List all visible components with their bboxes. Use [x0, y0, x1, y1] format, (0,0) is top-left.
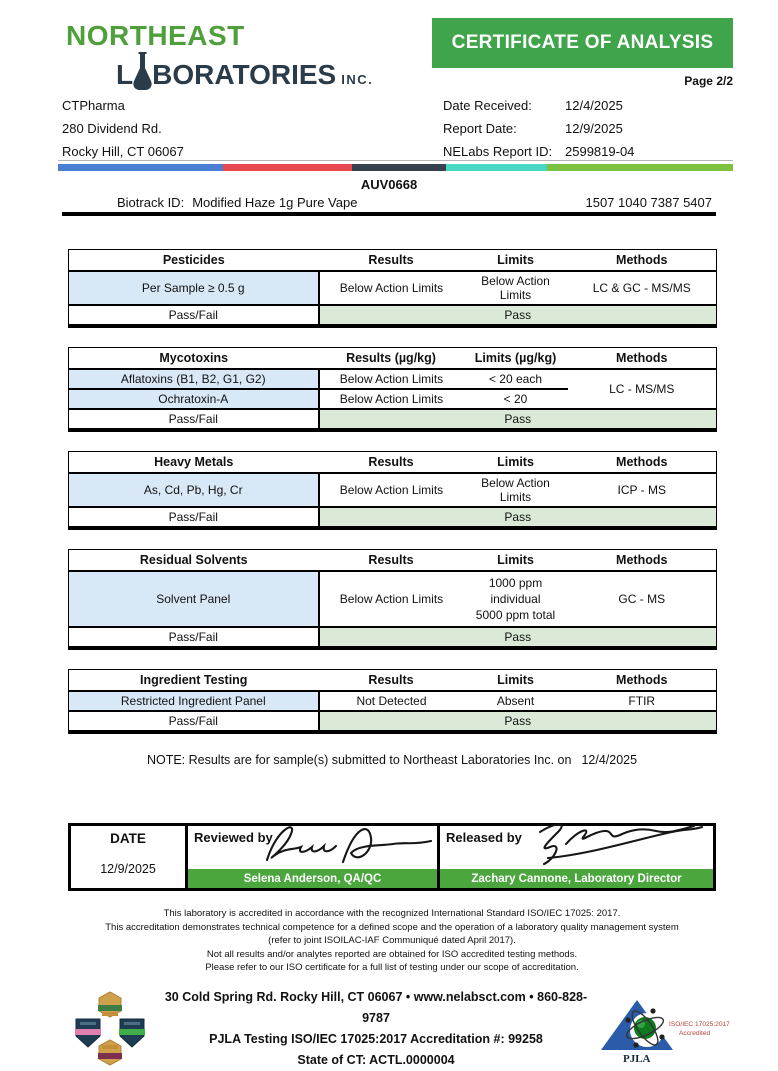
limit-cell: Below Action Limits — [464, 473, 568, 507]
table-row — [69, 369, 717, 389]
column-header: Methods — [568, 348, 717, 370]
report-info-label: Date Received: — [443, 98, 532, 113]
releaser-signature — [522, 814, 707, 870]
logo-line2 — [116, 52, 373, 90]
column-header: Results — [319, 670, 464, 692]
accreditation-line: Not all results and/or analytes reported are obtained for ISO accredited testing methods. — [206, 948, 578, 960]
passfail-label: Pass/Fail — [69, 627, 319, 648]
column-header: Methods — [568, 250, 717, 272]
biotrack-label: Biotrack ID: — [117, 195, 185, 210]
limit-cell: Absent — [464, 691, 568, 711]
bar-segment-navy — [352, 164, 447, 171]
result-cell: Below Action Limits — [319, 389, 464, 409]
table-row — [69, 571, 717, 627]
logo-line1: NORTHEAST — [66, 20, 245, 51]
table-header-row — [69, 550, 717, 572]
passfail-row — [69, 627, 717, 648]
signoff-date-cell — [71, 826, 188, 888]
column-header: Limits (µg/kg) — [464, 348, 568, 370]
pjla-cert-text: ISO/IEC 17025:2017 — [669, 1020, 730, 1028]
column-header: Pesticides — [69, 250, 319, 272]
bar-segment-teal — [446, 164, 547, 171]
table-row — [69, 271, 717, 305]
reviewed-by-cell — [188, 826, 440, 888]
signoff-block — [68, 823, 716, 891]
pjla-logo-icon — [594, 992, 730, 1066]
results-section — [62, 249, 730, 1071]
method-cell: FTIR — [568, 691, 717, 711]
bar-segment-green — [547, 164, 733, 171]
column-header: Residual Solvents — [69, 550, 319, 572]
date-value: 12/9/2025 — [100, 862, 156, 876]
result-cell: Below Action Limits — [319, 473, 464, 507]
rainbow-bar — [58, 164, 733, 171]
client-info — [62, 94, 184, 163]
accreditation-line: This laboratory is accredited in accordance with the recognized International Standard ISO/IEC 17025: 2017. — [163, 908, 621, 919]
table-row — [69, 473, 717, 507]
column-header: Limits — [464, 250, 568, 272]
column-header: Results — [319, 550, 464, 572]
badge-top — [98, 992, 122, 1017]
bar-segment-red — [223, 164, 351, 171]
footer-state-line: State of CT: ACTL.0000004 — [297, 1052, 455, 1067]
footer-text — [158, 987, 594, 1071]
table-row — [69, 691, 717, 711]
released-by-name: Zachary Cannone, Laboratory Director — [440, 869, 713, 888]
method-cell: LC - MS/MS — [568, 369, 717, 409]
accreditation-badges-icon — [62, 988, 158, 1070]
table-header-row — [69, 670, 717, 692]
client-address2: Rocky Hill, CT 06067 — [62, 144, 184, 159]
accreditation-line: Please refer to our ISO certificate for a full list of testing under our scope of accreditation. — [205, 962, 579, 973]
analyte-cell: Solvent Panel — [69, 571, 319, 627]
report-info-row — [443, 94, 634, 117]
analyte-cell: Per Sample ≥ 0.5 g — [69, 271, 319, 305]
column-header: Limits — [464, 452, 568, 474]
badge-left — [75, 1019, 101, 1047]
released-by-label: Released by — [446, 830, 522, 845]
reviewed-by-label: Reviewed by — [194, 830, 273, 845]
method-cell: LC & GC - MS/MS — [568, 271, 717, 305]
result-cell: Below Action Limits — [319, 369, 464, 389]
footer-contact-line: 30 Cold Spring Rd. Rocky Hill, CT 06067 • www.nelabsct.com • 860-828-9787 — [164, 989, 588, 1025]
flask-icon — [132, 52, 153, 90]
passfail-label: Pass/Fail — [69, 507, 319, 528]
pass-value: Pass — [319, 507, 717, 528]
released-by-cell — [440, 826, 713, 888]
passfail-row — [69, 711, 717, 732]
report-info-label: Report Date: — [443, 121, 517, 136]
analyte-cell: Restricted Ingredient Panel — [69, 691, 319, 711]
residual-solvents-table — [68, 549, 717, 650]
column-header: Methods — [568, 550, 717, 572]
passfail-label: Pass/Fail — [69, 305, 319, 326]
passfail-label: Pass/Fail — [69, 711, 319, 732]
client-name: CTPharma — [62, 98, 125, 113]
report-info-row — [443, 117, 634, 140]
pjla-accredited-text: Accredited — [679, 1029, 711, 1037]
accreditation-line: (refer to joint ISOILAC-IAF Communiqué dated April 2017). — [268, 935, 516, 946]
passfail-row — [69, 507, 717, 528]
column-header: Results — [319, 452, 464, 474]
table-header-row — [69, 348, 717, 370]
accreditation-line: This accreditation demonstrates technical competence for a defined scope and the operation of a laboratory quality management system — [105, 921, 679, 933]
divider — [58, 160, 733, 161]
certificate-banner: CERTIFICATE OF ANALYSIS — [432, 18, 733, 68]
report-info-label: NELabs Report ID: — [443, 144, 553, 159]
report-info-value: 2599819-04 — [565, 144, 635, 159]
result-cell: Below Action Limits — [319, 271, 464, 305]
report-info-value: 12/9/2025 — [565, 121, 623, 136]
limit-cell: Below Action Limits — [464, 271, 568, 305]
method-cell: GC - MS — [568, 571, 717, 627]
analyte-cell: Aflatoxins (B1, B2, G1, G2) — [69, 369, 319, 389]
result-cell: Not Detected — [319, 691, 464, 711]
northeast-logo — [60, 22, 373, 90]
passfail-row — [69, 409, 717, 430]
limit-cell — [464, 571, 568, 627]
sample-code: AUV0668 — [360, 177, 418, 192]
table-header-row — [69, 452, 717, 474]
column-header: Limits — [464, 670, 568, 692]
page-indicator: Page 2/2 — [684, 74, 733, 88]
column-header: Limits — [464, 550, 568, 572]
passfail-row — [69, 305, 717, 326]
reviewer-signature — [255, 818, 435, 872]
report-info — [443, 94, 634, 163]
badge-right — [119, 1019, 145, 1047]
method-cell: ICP - MS — [568, 473, 717, 507]
logo-letter: L — [116, 59, 134, 90]
column-header: Results — [319, 250, 464, 272]
limit-line: 5000 ppm total — [475, 608, 556, 622]
pass-value: Pass — [319, 627, 717, 648]
date-header: DATE — [110, 831, 146, 846]
column-header: Ingredient Testing — [69, 670, 319, 692]
ingredient-testing-table — [68, 669, 717, 734]
accreditation-statement — [62, 907, 722, 975]
pass-value: Pass — [319, 409, 717, 430]
logo-inc: INC. — [341, 72, 374, 87]
pass-value: Pass — [319, 305, 717, 326]
table-header-row — [69, 250, 717, 272]
note-text: NOTE: Results are for sample(s) submitted to Northeast Laboratories Inc. on — [146, 753, 572, 767]
column-header: Methods — [568, 452, 717, 474]
client-address1: 280 Dividend Rd. — [62, 121, 162, 136]
biotrack-value: Modified Haze 1g Pure Vape — [192, 195, 358, 210]
badge-bottom — [98, 1040, 122, 1065]
footer-pjla-line: PJLA Testing ISO/IEC 17025:2017 Accreditation #: 99258 — [209, 1031, 543, 1046]
divider — [62, 212, 716, 216]
note-line — [62, 753, 722, 767]
mycotoxins-table — [68, 347, 717, 432]
reviewed-by-name: Selena Anderson, QA/QC — [188, 869, 437, 888]
pesticides-table — [68, 249, 717, 328]
column-header: Heavy Metals — [69, 452, 319, 474]
column-header: Results (µg/kg) — [319, 348, 464, 370]
bar-segment-blue — [58, 164, 223, 171]
column-header: Methods — [568, 670, 717, 692]
pass-value: Pass — [319, 711, 717, 732]
heavy-metals-table — [68, 451, 717, 530]
limit-line: 1000 ppm individual — [488, 576, 543, 606]
sample-id-number: 1507 1040 7387 5407 — [585, 195, 712, 210]
analyte-cell: Ochratoxin-A — [69, 389, 319, 409]
biotrack-row — [62, 195, 716, 210]
limit-cell: < 20 — [464, 389, 568, 409]
logo-word: BORATORIES — [152, 59, 337, 90]
limit-cell: < 20 each — [464, 369, 568, 389]
analyte-cell: As, Cd, Pb, Hg, Cr — [69, 473, 319, 507]
note-date: 12/4/2025 — [581, 753, 638, 767]
footer — [62, 987, 730, 1071]
column-header: Mycotoxins — [69, 348, 319, 370]
result-cell: Below Action Limits — [319, 571, 464, 627]
pjla-name: PJLA — [623, 1052, 651, 1065]
report-info-value: 12/4/2025 — [565, 98, 623, 113]
passfail-label: Pass/Fail — [69, 409, 319, 430]
